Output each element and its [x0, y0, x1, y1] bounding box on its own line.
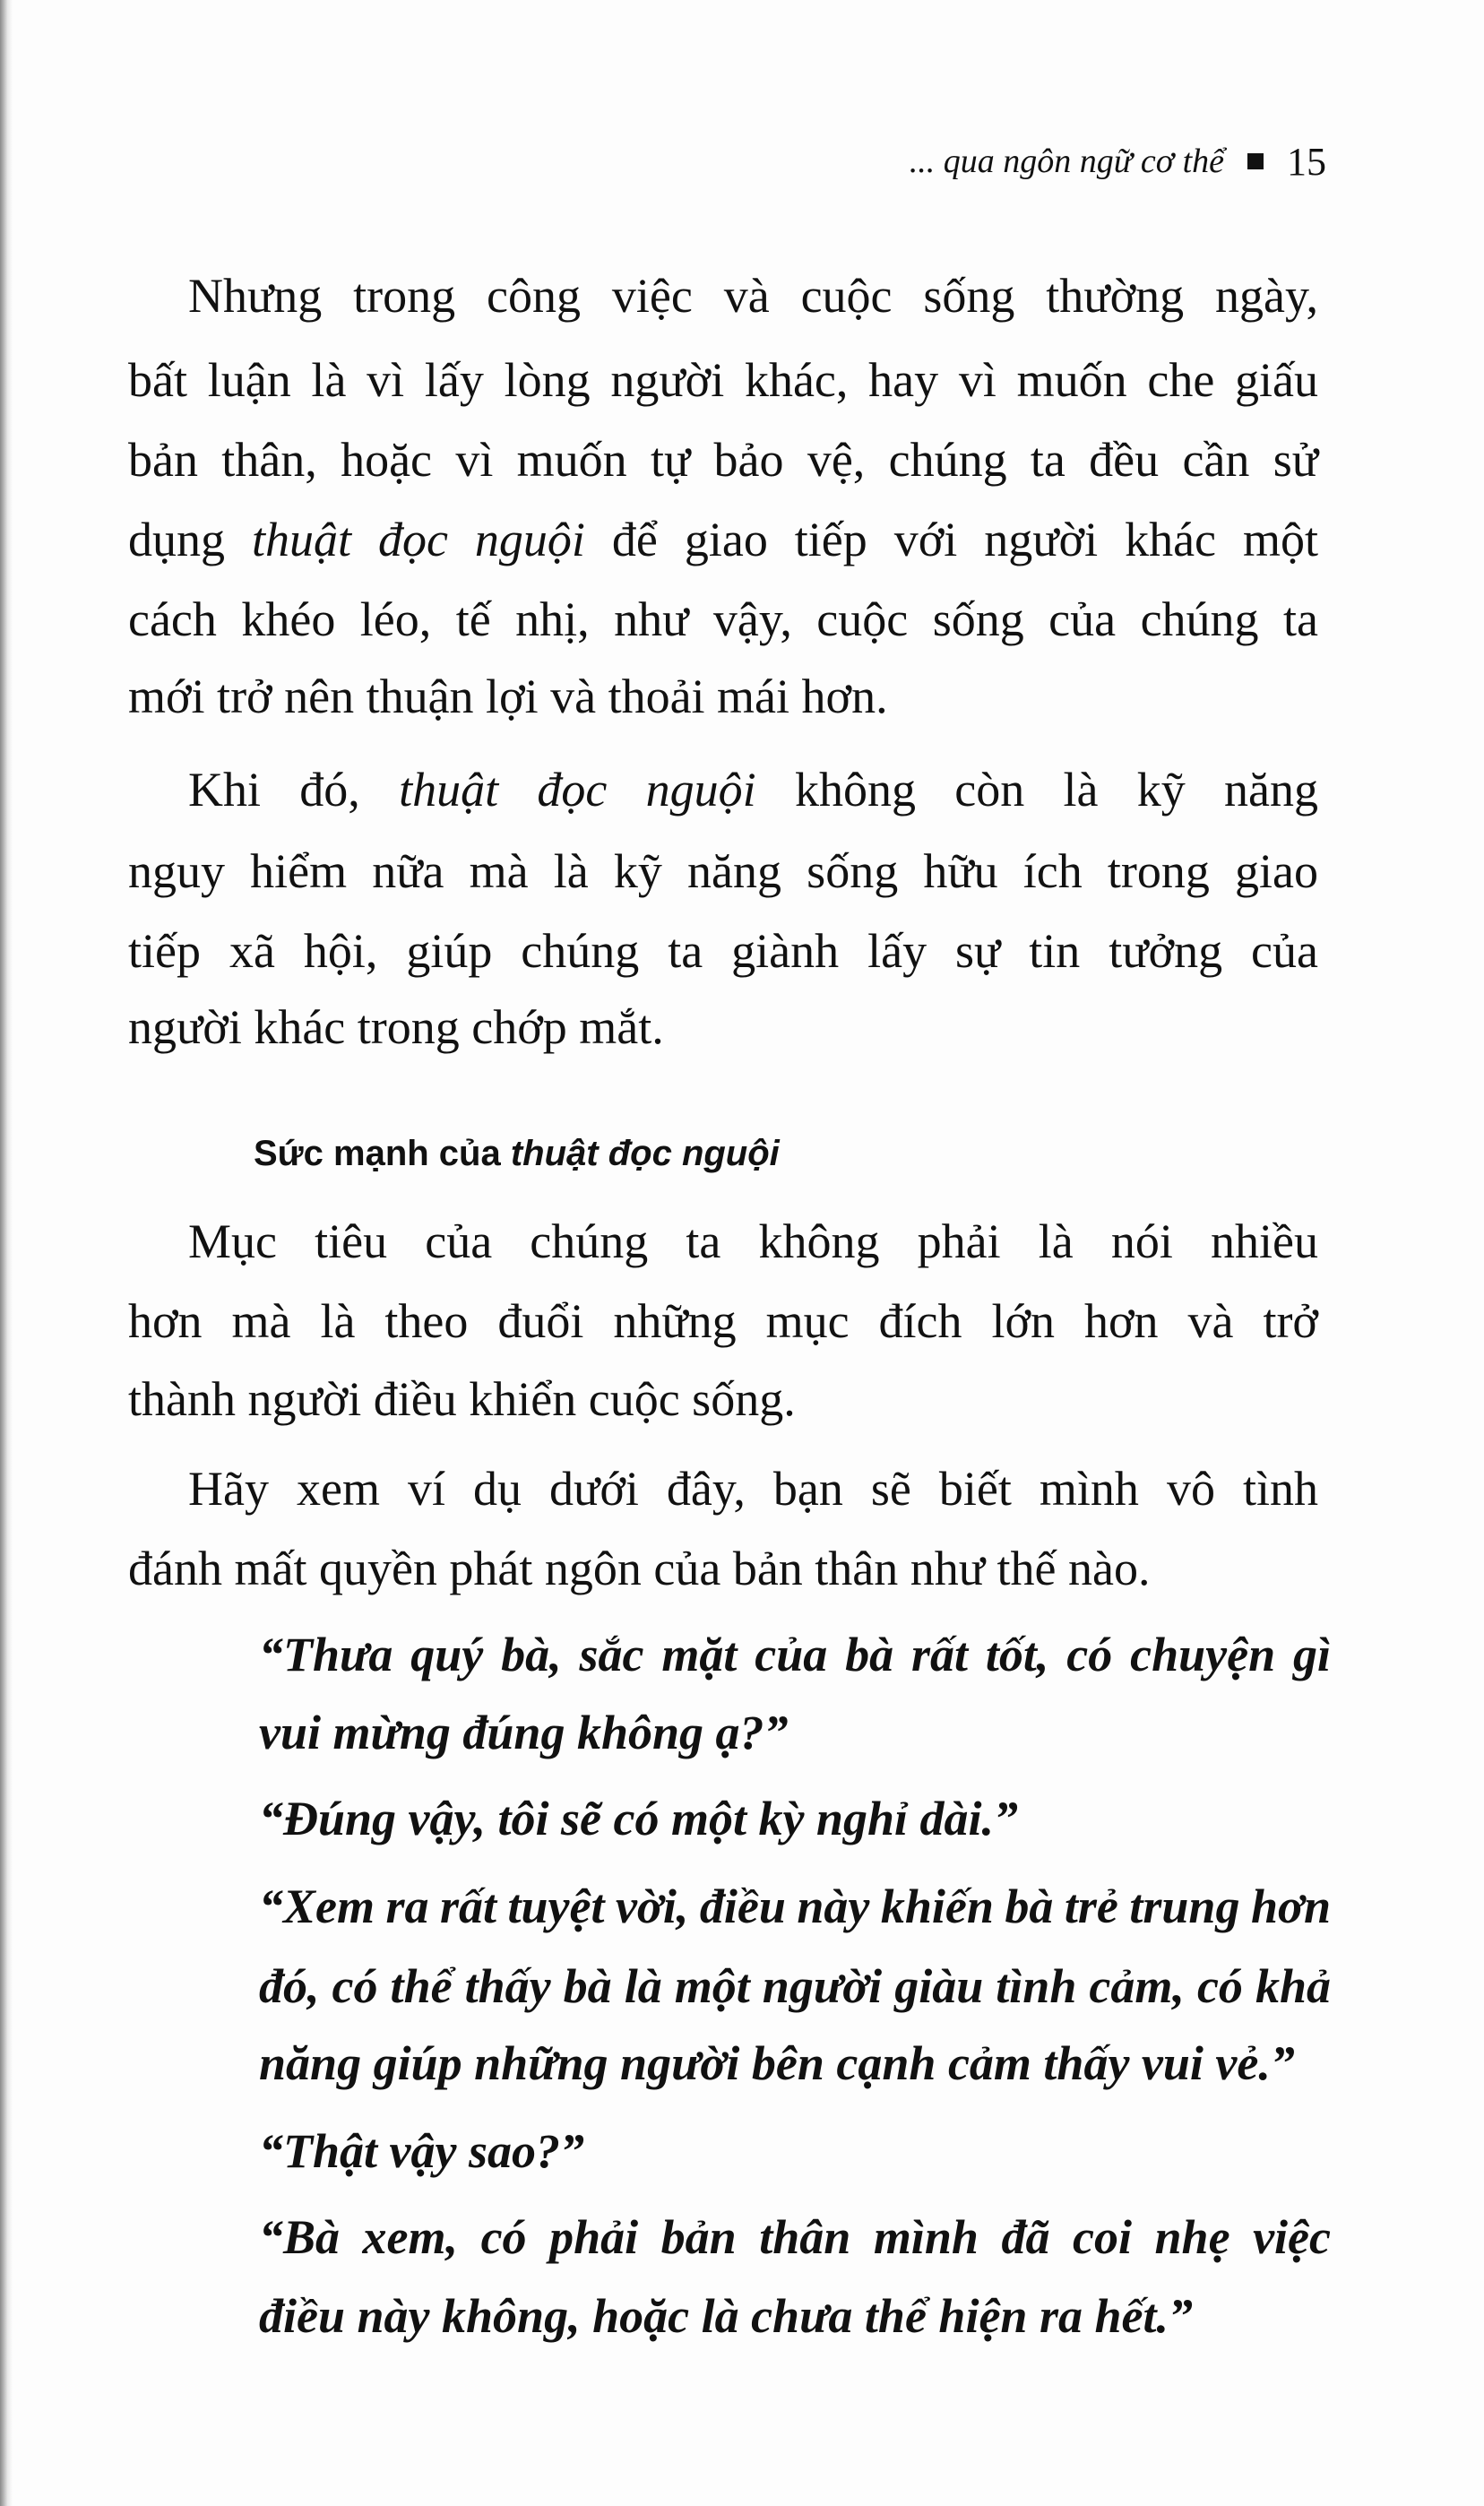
text-segment: Mục tiêu của chúng ta không phải là nói nhiều [188, 1214, 1318, 1268]
text-segment: Nhưng trong công việc và cuộc sống thường ngày, [188, 269, 1318, 323]
text-segment: cách khéo léo, tế nhị, như vậy, cuộc sống của chúng ta [128, 592, 1318, 646]
text-segment: Hãy xem ví dụ dưới đây, bạn sẽ biết mình vô tình [188, 1462, 1318, 1516]
dialogue-line [259, 2036, 1295, 2090]
text-segment: tiếp xã hội, giúp chúng ta giành lấy sự tin tưởng của [128, 924, 1318, 978]
text-segment: hơn mà là theo đuổi những mục đích lớn hơn và trở [128, 1294, 1318, 1348]
dialogue-line [259, 2210, 1331, 2264]
dialogue-line [259, 1880, 1331, 1933]
dialogue-line [259, 1959, 1331, 2013]
text-line [128, 844, 1318, 898]
dialogue-line [259, 1628, 1331, 1681]
running-header [771, 134, 1326, 188]
text-segment: không còn là kỹ năng [755, 763, 1319, 817]
text-segment: bản thân, hoặc vì muốn tự bảo vệ, chúng ta đều cần sử [128, 433, 1318, 487]
emphasis-text: thuật đọc nguội [251, 513, 585, 566]
page-edge-shadow [0, 0, 13, 2506]
text-line [188, 1462, 1318, 1516]
text-line [128, 1000, 664, 1054]
text-segment: đó, có thể thấy bà là một người giàu tình cảm, có khả [259, 1959, 1331, 2013]
text-segment: vui mừng đúng không ạ?” [259, 1706, 789, 1759]
text-segment: “Xem ra rất tuyệt vời, điều này khiến bà trẻ trung hơn [259, 1880, 1331, 1933]
text-line [128, 433, 1318, 487]
dialogue-line [259, 2289, 1193, 2343]
text-segment: “Bà xem, có phải bản thân mình đã coi nhẹ việc [259, 2210, 1331, 2264]
heading-segment: Sức mạnh của [254, 1134, 511, 1173]
dialogue-line [259, 1792, 1018, 1845]
text-segment: để giao tiếp với người khác một [584, 513, 1318, 566]
text-line [128, 353, 1318, 407]
text-line [128, 513, 1318, 566]
text-segment: người khác trong chớp mắt. [128, 1000, 664, 1054]
text-line [128, 1294, 1318, 1348]
text-segment: thành người điều khiển cuộc sống. [128, 1372, 796, 1426]
text-line [188, 269, 1318, 323]
text-line [128, 924, 1318, 978]
text-segment: bất luận là vì lấy lòng người khác, hay vì muốn che giấu [128, 353, 1318, 407]
text-segment: “Đúng vậy, tôi sẽ có một kỳ nghỉ dài.” [259, 1792, 1018, 1845]
text-line [128, 1372, 796, 1426]
text-line [128, 592, 1318, 646]
section-heading [254, 1131, 780, 1176]
text-line [188, 763, 1318, 817]
text-segment: điều này không, hoặc là chưa thể hiện ra hết.” [259, 2289, 1193, 2343]
text-segment: dụng [128, 513, 252, 566]
text-line [128, 670, 888, 723]
text-segment: năng giúp những người bên cạnh cảm thấy vui vẻ.” [259, 2036, 1295, 2090]
text-segment: nguy hiểm nữa mà là kỹ năng sống hữu ích trong giao [128, 844, 1318, 898]
dialogue-line [259, 2124, 584, 2178]
text-line [128, 1542, 1150, 1595]
dialogue-line [259, 1706, 789, 1759]
text-line [188, 1214, 1318, 1268]
text-segment: “Thưa quý bà, sắc mặt của bà rất tốt, có chuyện gì [259, 1628, 1331, 1681]
emphasis-text: thuật đọc nguội [399, 763, 756, 817]
page-number: 15 [1287, 139, 1326, 184]
square-bullet-icon [1247, 153, 1264, 169]
text-segment: Khi đó, [188, 763, 400, 817]
text-segment: đánh mất quyền phát ngôn của bản thân như thế nào. [128, 1542, 1151, 1595]
heading-segment: thuật đọc nguội [510, 1134, 780, 1173]
running-title: ... qua ngôn ngữ cơ thể [909, 143, 1224, 180]
text-segment: “Thật vậy sao?” [259, 2124, 584, 2178]
text-segment: mới trở nên thuận lợi và thoải mái hơn. [128, 670, 888, 723]
